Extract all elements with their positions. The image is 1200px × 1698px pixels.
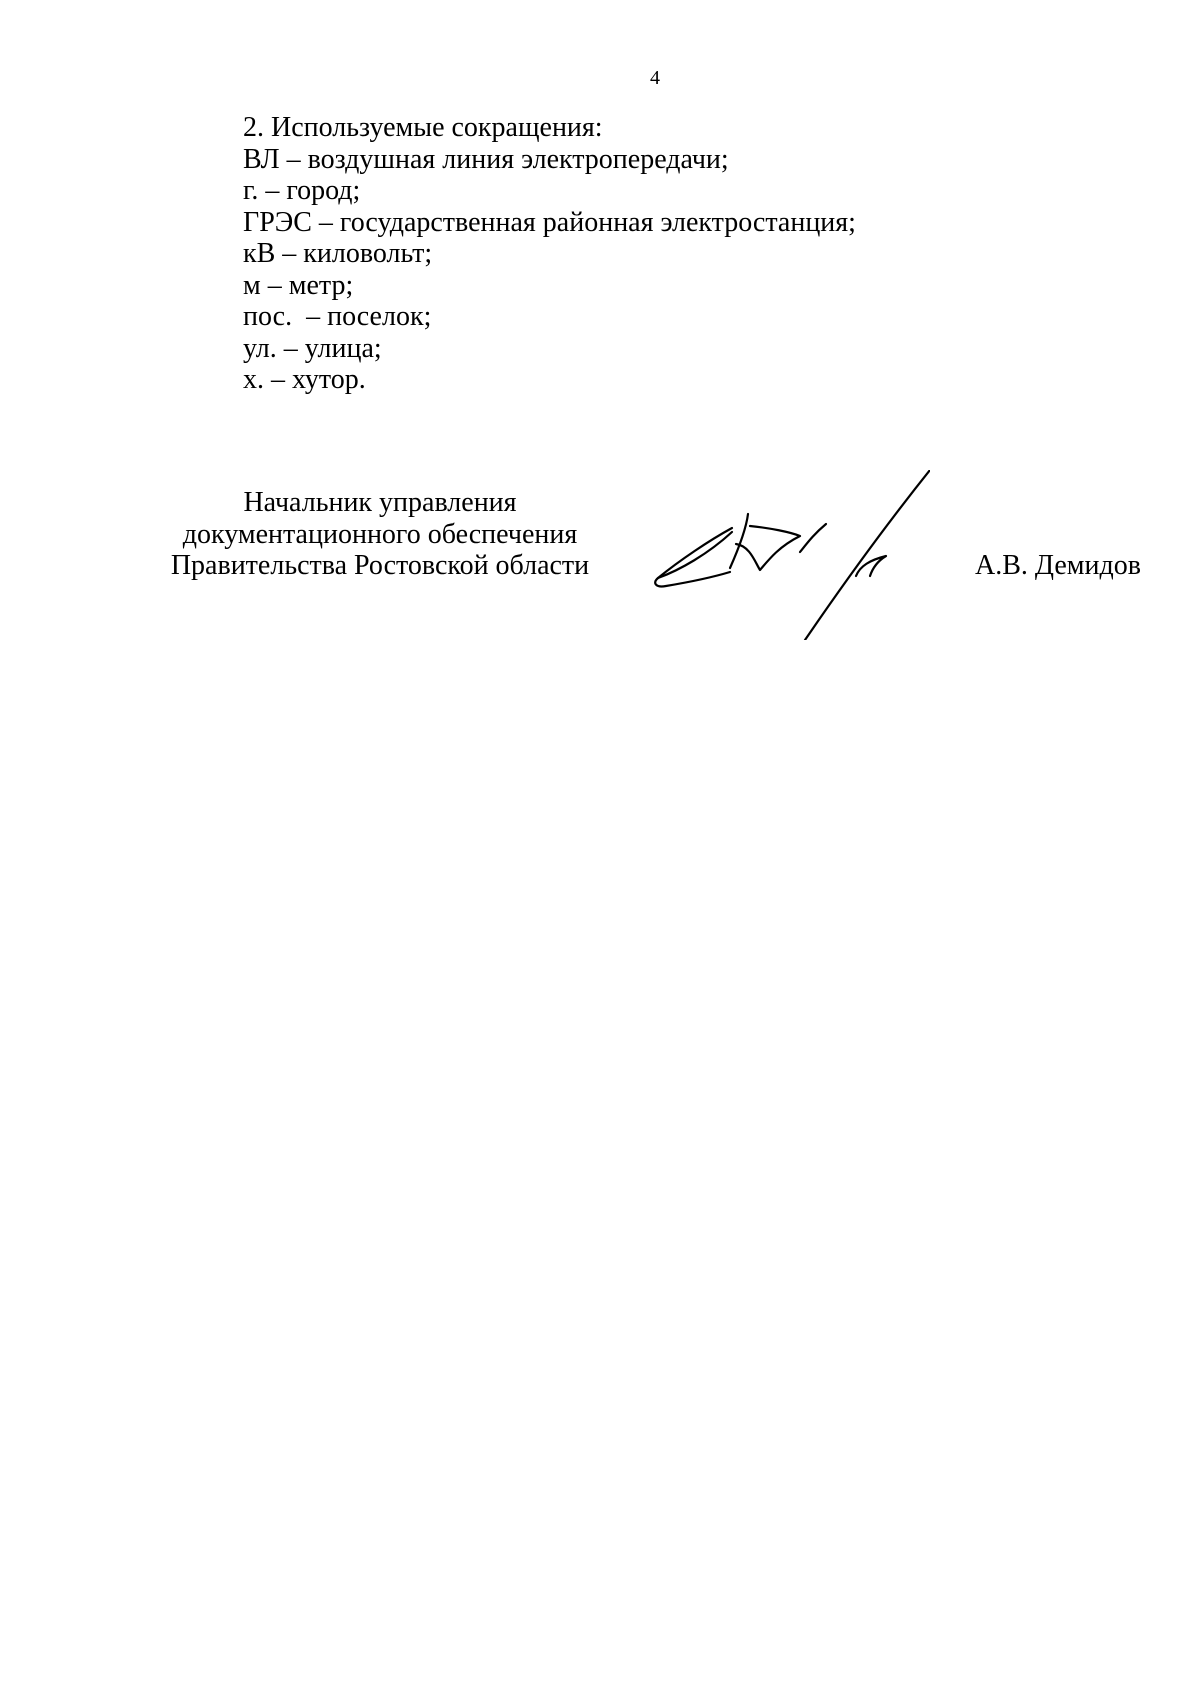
abbreviation-item: х. – хутор. [243,364,366,395]
page-number: 4 [650,67,660,89]
abbreviation-item: м – метр; [243,269,354,301]
signatory-position-line: Правительства Ростовской области [170,550,590,581]
signatory-position-line: документационного обеспечения [182,518,578,550]
signatory-name: А.В. Демидов [975,550,1141,581]
abbreviation-item: ГРЭС – государственная районная электростанция; [243,206,856,238]
abbreviation-item: ВЛ – воздушная линия электропередачи; [243,143,729,175]
signatory-position-line: Начальник управления [243,487,517,518]
abbreviations-heading: 2. Используемые сокращения: [243,112,603,143]
abbreviation-item: г. – город; [243,175,361,206]
signatory-position [150,487,610,582]
abbreviations-section [243,112,856,396]
abbreviation-item: ул. – улица; [243,332,382,364]
handwritten-signature [650,470,930,640]
abbreviation-item: пос. – поселок; [243,301,432,332]
abbreviation-item: кВ – киловольт; [243,238,433,269]
